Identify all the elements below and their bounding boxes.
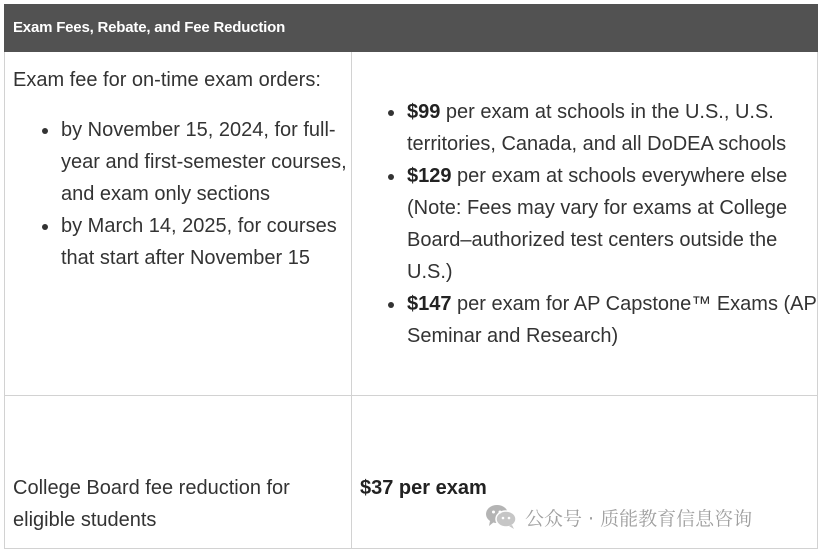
fee-description: per exam at schools in the U.S., U.S. territories, Canada, and all DoDEA schools xyxy=(407,101,787,155)
exam-fee-deadlines-cell xyxy=(5,52,352,396)
watermark-text: 公众号 · 质能教育信息咨询 xyxy=(525,507,753,530)
list-item xyxy=(407,160,817,288)
list-item: by March 14, 2025, for courses that start after November 15 xyxy=(61,210,351,274)
fee-description: per exam for AP Capstone™ Exams (AP Seminar and Research) xyxy=(407,293,817,347)
list-item xyxy=(407,288,817,352)
fee-reduction-amount: $37 per exam xyxy=(352,396,818,549)
fee-amount: $129 xyxy=(407,165,452,187)
wechat-icon xyxy=(485,504,517,530)
fee-description: per exam at schools everywhere else (Note: Fees may vary for exams at College Board–authorized test centers outside the U.S.) xyxy=(407,165,788,283)
table-header: Exam Fees, Rebate, and Fee Reduction xyxy=(5,5,818,52)
table-row xyxy=(5,52,818,396)
fee-reduction-label: College Board fee reduction for eligible students xyxy=(5,396,352,549)
watermark xyxy=(485,502,752,532)
exam-fee-intro: Exam fee for on-time exam orders: xyxy=(13,69,321,91)
list-item xyxy=(407,96,817,160)
exam-fee-amounts-cell xyxy=(352,52,818,396)
fees-table xyxy=(4,4,818,549)
fee-amount: $147 xyxy=(407,293,452,315)
deadline-list xyxy=(5,114,351,274)
list-item: by November 15, 2024, for full-year and first-semester courses, and exam only sections xyxy=(61,114,351,210)
fee-amount: $99 xyxy=(407,101,441,123)
fee-list xyxy=(352,96,817,352)
